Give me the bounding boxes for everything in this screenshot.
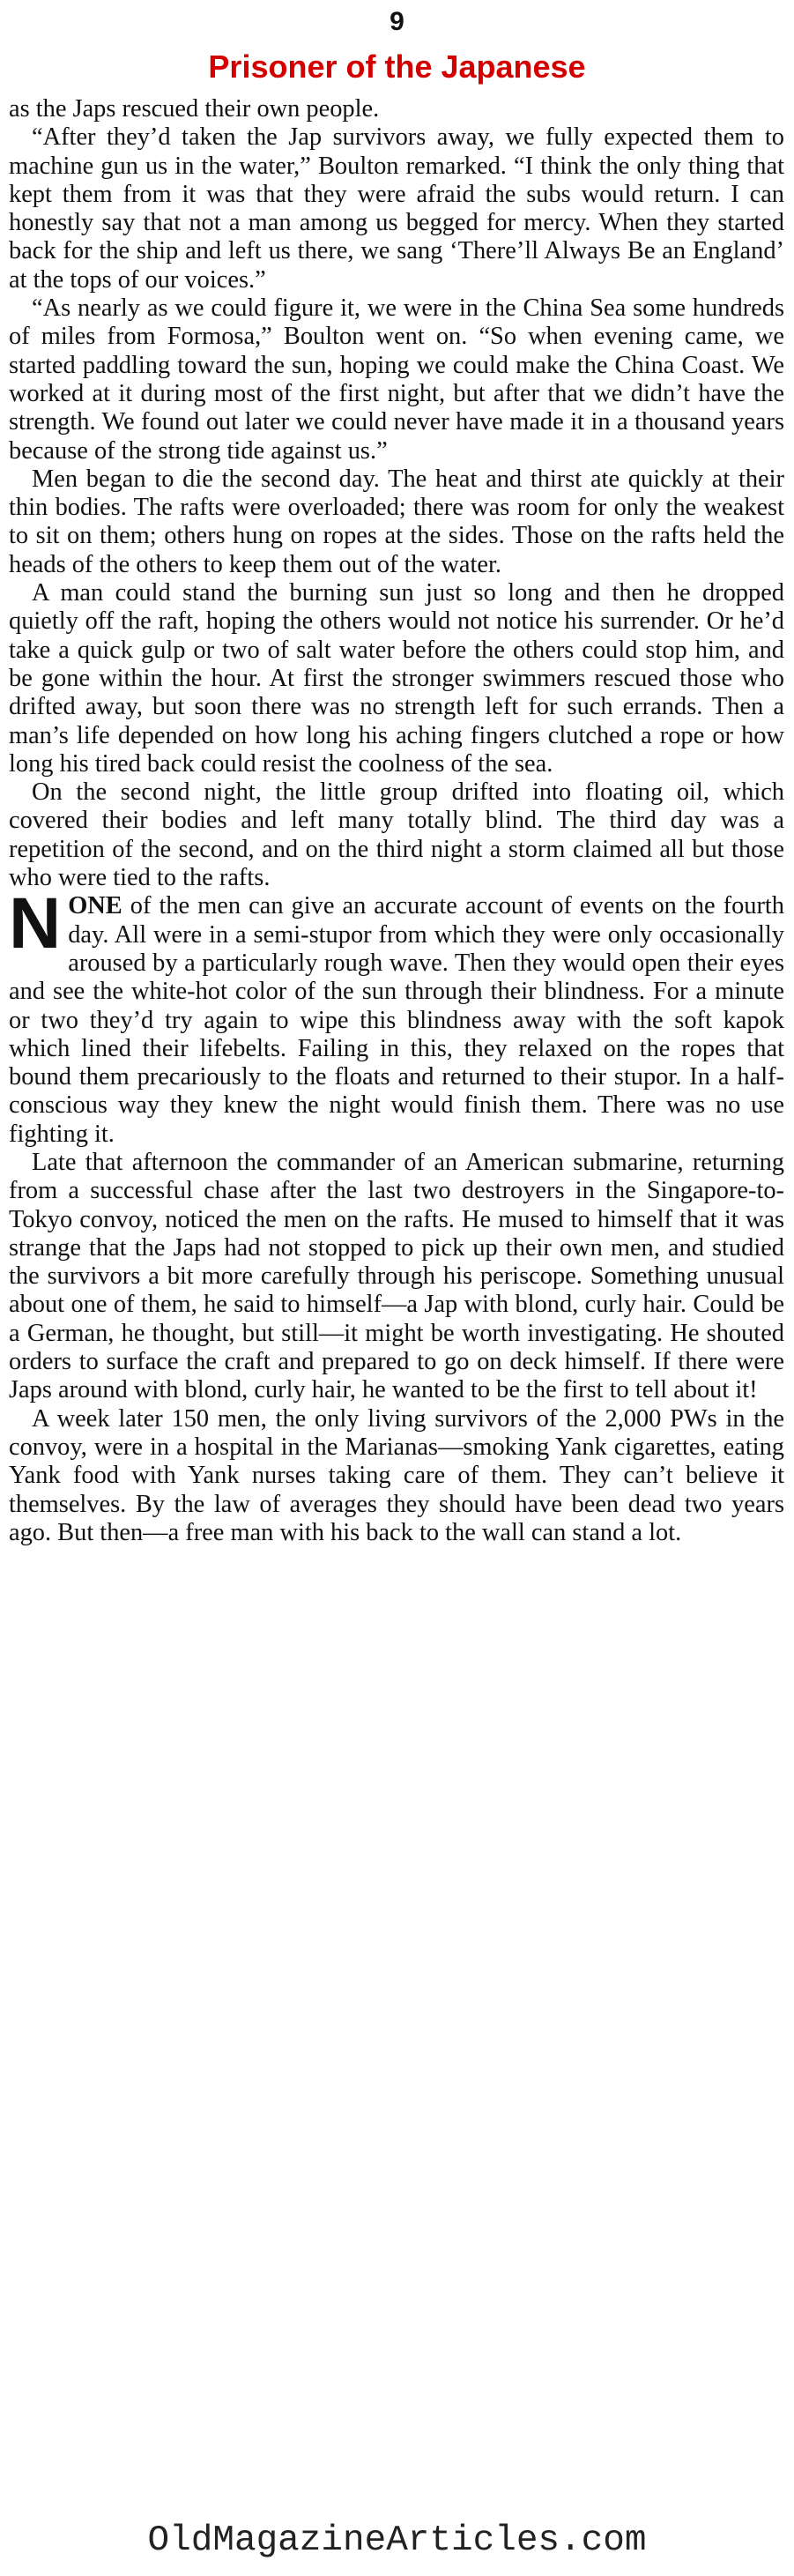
lead-in-small-caps: ONE (68, 892, 122, 920)
paragraph: Men began to die the second day. The heat and thirst ate quickly at their thin bodies. The rafts were overloaded; there was room for only the weakest to sit on them; others hung on ropes at the sides. Those on the rafts held the heads of the others to keep them out of the water. (9, 465, 784, 578)
page-number: 9 (390, 7, 404, 36)
article-headline: Prisoner of the Japanese (208, 48, 586, 85)
paragraph-with-drop-cap (9, 883, 784, 1149)
paragraph: Late that afternoon the commander of an American submarine, returning from a successful chase after the last two destroyers in the Singapore-to-Tokyo convoy, noticed the men on the rafts. He mused to himself that it was strange that the Japs had not stopped to pick up their own men, and studied the survivors a bit more carefully through his periscope. Something unusual about one of them, he said to himself—a Jap with blond, curly hair. Could be a German, he thought, but still—it might be worth investigating. He shouted orders to surface the craft and prepared to go on deck himself. If there were Japs around with blond, curly hair, he wanted to be the first to tell about it! (9, 1148, 784, 1404)
source-watermark: OldMagazineArticles.com (147, 2520, 647, 2561)
paragraph-text: of the men can give an accurate account of events on the fourth day. All were in a semi-stupor from which they were only occasionally aroused by a particularly rough wave. Then they would open their eyes and see the white-hot color of the sun through their blindness. For a minute or two they’d try again to wipe this blindness away with the soft kapok which lined their lifebelts. Failing in this, they relaxed on the ropes that bound them precariously to the floats and returned to their stupor. In a half-conscious way they knew the night would finish them. There was no use fighting it. (9, 892, 784, 1148)
drop-cap: N (9, 883, 62, 964)
paragraph: A man could stand the burning sun just so long and then he dropped quietly off the raft, hoping the others would not notice his surrender. Or he’d take a quick gulp or two of salt water before the others could stop him, and be gone within the hour. At first the stronger swimmers rescued those who drifted away, but soon there was no strength left for such errands. Then a man’s life depended on how long his aching fingers clutched a rope or how long his tired back could resist the coolness of the sea. (9, 579, 784, 778)
paragraph: On the second night, the little group drifted into floating oil, which covered their bodies and left many totally blind. The third day was a repetition of the second, and on the third night a storm claimed all but those who were tied to the rafts. (9, 778, 784, 892)
paragraph: “As nearly as we could figure it, we were in the China Sea some hundreds of miles from Formosa,” Boulton went on. “So when evening came, we started paddling toward the sun, hoping we could make the China Coast. We worked at it during most of the first night, but after that we didn’t have the strength. We found out later we could never have made it in a thousand years because of the strong tide against us.” (9, 294, 784, 465)
article-body (9, 95, 784, 1547)
paragraph: as the Japs rescued their own people. (9, 95, 380, 123)
paragraph: “After they’d taken the Jap survivors away, we fully expected them to machine gun us in the water,” Boulton remarked. “I think the only thing that kept them from it was that they were afraid the subs would return. I can honestly say that not a man among us begged for mercy. When they started back for the ship and left us there, we sang ‘There’ll Always Be an England’ at the tops of our voices.” (9, 123, 784, 294)
paragraph: A week later 150 men, the only living survivors of the 2,000 PWs in the convoy, were in a hospital in the Marianas—smoking Yank cigarettes, eating Yank food with Yank nurses taking care of them. They can’t believe it themselves. By the law of averages they should have been dead two years ago. But then—a free man with his back to the wall can stand a lot. (9, 1404, 784, 1546)
